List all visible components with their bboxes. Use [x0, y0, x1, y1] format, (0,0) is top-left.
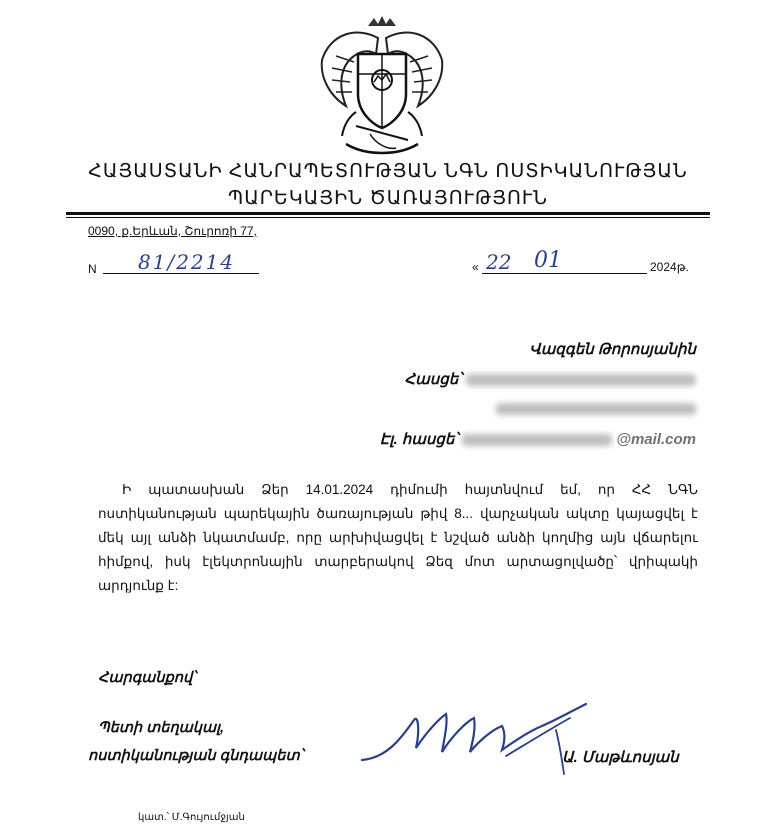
recipient-address-line1 — [404, 370, 696, 388]
recipient-name: Վազգեն Թորոսյանին — [529, 341, 696, 358]
sender-address: 0090, ք.Երևան, Շուրոռի 77, — [88, 224, 257, 238]
redacted-email — [462, 434, 612, 446]
signer-name: Ա. Մաթևոսյան — [562, 749, 679, 766]
organization-name-line1: ՀԱՅԱՍՏԱՆԻ ՀԱՆՐԱՊԵՏՈՒԹՅԱՆ ՆԳՆ ՈՍՏԻԿԱՆՈՒԹՅԱՆ — [88, 161, 688, 182]
signer-position-line1: Պետի տեղակալ, — [98, 720, 225, 736]
closing-salutation: Հարգանքով՝ — [98, 670, 196, 686]
date-month: 01 — [534, 248, 562, 273]
recipient-email-line — [380, 430, 696, 448]
header-rule-thin — [66, 217, 710, 218]
date-year: 2024թ. — [650, 260, 689, 274]
date-open-quote: « — [472, 260, 479, 274]
handwritten-signature — [356, 700, 596, 780]
date-day: 22 — [486, 250, 512, 274]
signer-position-line2: ոստիկանության գնդապետ՝ — [88, 748, 304, 764]
executor-note: կատ.՝ Մ.Գույումջյան — [138, 812, 245, 823]
reference-number-value: 81/2214 — [138, 250, 236, 274]
recipient-address-line2 — [496, 400, 696, 417]
recipient-email-label: Էլ. հասցե՝ — [379, 431, 458, 448]
organization-name-line2: ՊԱՐԵԿԱՅԻՆ ԾԱՌԱՅՈՒԹՅՈՒՆ — [227, 188, 549, 209]
recipient-email-partial: @mail.com — [616, 431, 696, 448]
letter-body-paragraph: Ի պատասխան Ձեր 14.01.2024 դիմումի հայտնվում եմ, որ ՀՀ ՆԳՆ ոստիկանության պարեկային ծառայության թիվ 8... վարչական ակտը կայացվել է մեկ այլ անձի նկատմամբ, որը արխիվացվել է նշված անձի կողմից այն վճարելու հիմքով, իսկ էլեկտրոնային տարբերակով Ձեզ մոտ արտացոլվածը՝ վրիպակի արդյունք է: — [98, 482, 698, 593]
recipient-address-label: Հասցե՝ — [404, 371, 462, 388]
reference-number-label: N — [88, 262, 97, 276]
redacted-address-line2 — [496, 403, 696, 415]
coat-of-arms-emblem — [316, 16, 448, 162]
redacted-address — [466, 374, 696, 386]
header-rule-thick — [66, 212, 710, 215]
